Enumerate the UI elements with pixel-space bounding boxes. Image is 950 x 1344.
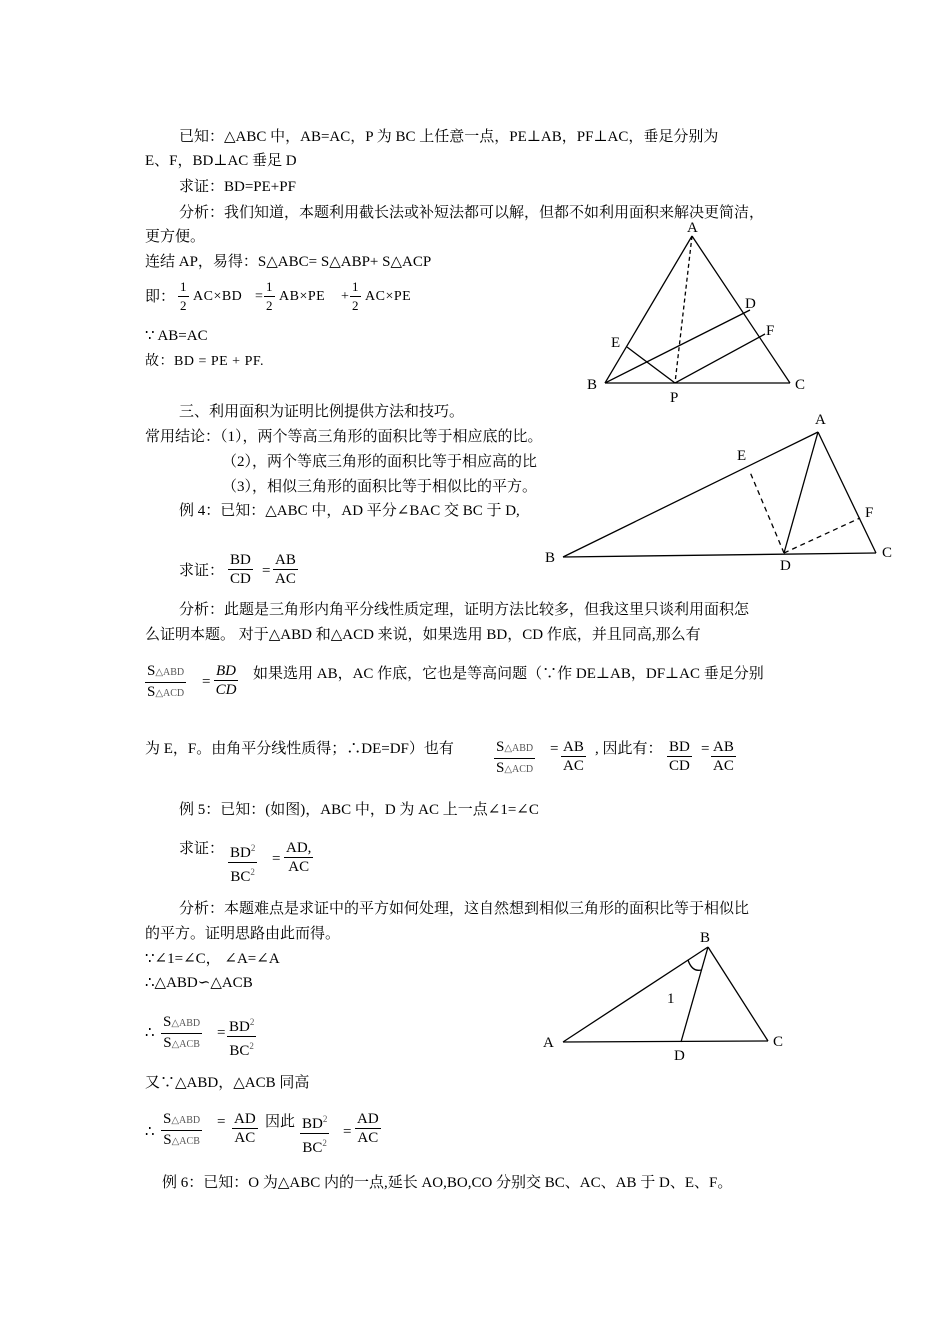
ex3-eq-prefix: 即： xyxy=(145,289,176,305)
section3-conclusion-2: （2），两个等底三角形的面积比等于相应高的比 xyxy=(222,454,538,470)
ex4-given: 例 4：已知：△ABC 中，AD 平分∠BAC 交 BC 于 D, xyxy=(179,503,520,519)
ex5-area-ratio-abd-acb: S△ABD S△ACB xyxy=(163,1014,201,1051)
ex5-fraction-bd2-bc2-3: $\frac{BD^2}{BC^2}$ xyxy=(300,1110,329,1157)
ex3-term-ac-bd: AC×BD xyxy=(193,289,243,304)
side-bc xyxy=(708,947,768,1041)
ex6-given: 例 6：已知：O 为△ABC 内的一点,延长 AO,BO,CO 分别交 BC、AC、AB 于 D、E、F。 xyxy=(162,1175,733,1191)
ex5-equals: = xyxy=(343,1124,352,1140)
label-a: A xyxy=(543,1035,554,1051)
ex3-given-line1: 已知：△ABC 中，AB=AC，P 为 BC 上任意一点，PE⊥AB，PF⊥AC，垂足分别为 xyxy=(179,129,719,145)
ex5-area-ratio-abd-acb-2: S△ABD S△ACB xyxy=(163,1111,201,1148)
ex3-analysis-line1: 分析：我们知道，本题利用截长法或补短法都可以解，但都不如利用面积来解决更简洁， xyxy=(179,205,765,221)
angle-1-arc xyxy=(688,960,701,970)
ex5-analysis-line1: 分析：本题难点是求证中的平方如何处理，这自然想到相似三角形的面积比等于相似比 xyxy=(179,901,750,917)
label-d: D xyxy=(745,296,756,312)
ex4-prove-label: 求证： xyxy=(179,563,225,579)
ex5-equals: = xyxy=(272,851,281,867)
label-a: A xyxy=(687,220,698,236)
ex4-therefore-text: , 因此有： xyxy=(595,741,663,757)
ex3-because: ∵ AB=AC xyxy=(145,328,208,344)
label-c: C xyxy=(882,545,893,561)
ex4-fraction-ab-ac-2: $\frac{AB}{AC}$ xyxy=(563,739,584,774)
ex4-analysis-line2: 么证明本题。 对于△ABD 和△ACD 来说，如果选用 BD，CD 作底，并且同高,那么有 xyxy=(145,627,701,643)
label-f: F xyxy=(766,323,775,339)
label-a: A xyxy=(815,412,826,428)
ex3-prove: 求证：BD=PE+PF xyxy=(179,179,296,195)
ex5-hence-text: 因此 xyxy=(265,1114,296,1130)
half-fraction: $\frac{1}{2}$ xyxy=(352,279,359,313)
ex5-fraction-ad-ac-2: $\frac{AD}{AC}$ xyxy=(234,1111,256,1146)
ex5-fraction-bd2-bc2: $\frac{BD^2}{BC^2}$ xyxy=(228,839,257,886)
label-c: C xyxy=(773,1034,784,1050)
ex3-term-ac-pe: AC×PE xyxy=(365,289,412,304)
label-angle-1: 1 xyxy=(667,991,675,1007)
label-b: B xyxy=(587,377,598,393)
label-e: E xyxy=(737,448,747,464)
label-f: F xyxy=(865,505,874,521)
label-p: P xyxy=(670,390,679,406)
ex5-therefore-2: ∴ xyxy=(145,1124,155,1140)
ex5-given: 例 5：已知：(如图)，ABC 中，D 为 AC 上一点∠1=∠C xyxy=(179,802,539,818)
ex4-fraction-bd-cd: $\frac{BD}{CD}$ xyxy=(230,552,251,587)
ex4-area-ratio-abd-acd-2: S△ABD S△ACD xyxy=(496,739,534,776)
ex3-equals: = xyxy=(255,289,264,304)
ex4-equals: = xyxy=(550,741,559,757)
ex5-step-angles: ∵∠1=∠C， ∠A=∠A xyxy=(145,951,280,967)
ex3-connect-ap: 连结 AP，易得：S△ABC= S△ABP+ S△ACP xyxy=(145,254,432,270)
ex5-fraction-bd2-bc2-2: $\frac{BD^2}{BC^2}$ xyxy=(227,1013,256,1060)
label-d: D xyxy=(674,1048,685,1064)
ex5-analysis-line2: 的平方。证明思路由此而得。 xyxy=(145,926,341,942)
ex4-fraction-bd-cd-italic: $\frac{BD}{CD}$ xyxy=(215,663,237,698)
segment-bd xyxy=(681,947,708,1042)
ex4-equals: = xyxy=(701,741,710,757)
ex5-equals: = xyxy=(217,1114,226,1130)
ex3-conclusion: 故：BD = PE + PF. xyxy=(145,354,265,369)
ex5-fraction-ad-ac: $\frac{AD,}{AC}$ xyxy=(286,840,312,875)
label-b: B xyxy=(545,550,556,566)
ex5-same-height: 又∵△ABD，△ACB 同高 xyxy=(145,1075,310,1091)
label-c: C xyxy=(795,377,806,393)
label-b: B xyxy=(700,930,711,946)
ex5-equals: = xyxy=(217,1025,226,1041)
ex5-step-similar: ∴△ABD∽△ACB xyxy=(145,975,253,991)
ex4-analysis-line1: 分析：此题是三角形内角平分线性质定理，证明方法比较多，但我这里只谈利用面积怎 xyxy=(179,602,750,618)
ex5-therefore: ∴ xyxy=(145,1025,155,1041)
section3-conclusion-3: （3），相似三角形的面积比等于相似比的平方。 xyxy=(222,479,538,495)
label-e: E xyxy=(611,335,621,351)
half-fraction: $\frac{1}{2}$ xyxy=(180,279,187,313)
ex4-fraction-bd-cd-2: $\frac{BD}{CD}$ xyxy=(669,739,690,774)
side-ab xyxy=(563,947,708,1042)
ex4-equals: = xyxy=(202,674,211,690)
ex3-plus: + xyxy=(341,289,350,304)
ex3-given-line2: E、F，BD⊥AC 垂足 D xyxy=(145,153,297,169)
ex4-analysis-line3: 如果选用 AB，AC 作底，它也是等高问题（∵作 DE⊥AB，DF⊥AC 垂足分别 xyxy=(253,666,764,682)
section3-title: 三、利用面积为证明比例提供方法和技巧。 xyxy=(179,404,465,420)
ex4-area-ratio-abd-acd: S△ABD S△ACD xyxy=(147,663,185,700)
ex4-analysis-line4: 为 E，F。由角平分线性质得；∴DE=DF）也有 xyxy=(145,741,454,757)
ex5-prove-label: 求证： xyxy=(179,841,225,857)
half-fraction: $\frac{1}{2}$ xyxy=(266,279,273,313)
side-ac xyxy=(563,1041,768,1042)
ex5-fraction-ad-ac-3: $\frac{AD}{AC}$ xyxy=(357,1111,379,1146)
ex4-equals: = xyxy=(262,563,271,579)
ex4-fraction-ab-ac: $\frac{AB}{AC}$ xyxy=(275,552,296,587)
ex3-term-ab-pe: AB×PE xyxy=(279,289,326,304)
ex4-fraction-ab-ac-3: $\frac{AB}{AC}$ xyxy=(713,739,734,774)
section3-conclusion-1: 常用结论：（1），两个等高三角形的面积比等于相应底的比。 xyxy=(145,429,543,445)
label-d: D xyxy=(780,558,791,574)
ex3-analysis-line2: 更方便。 xyxy=(145,229,206,245)
